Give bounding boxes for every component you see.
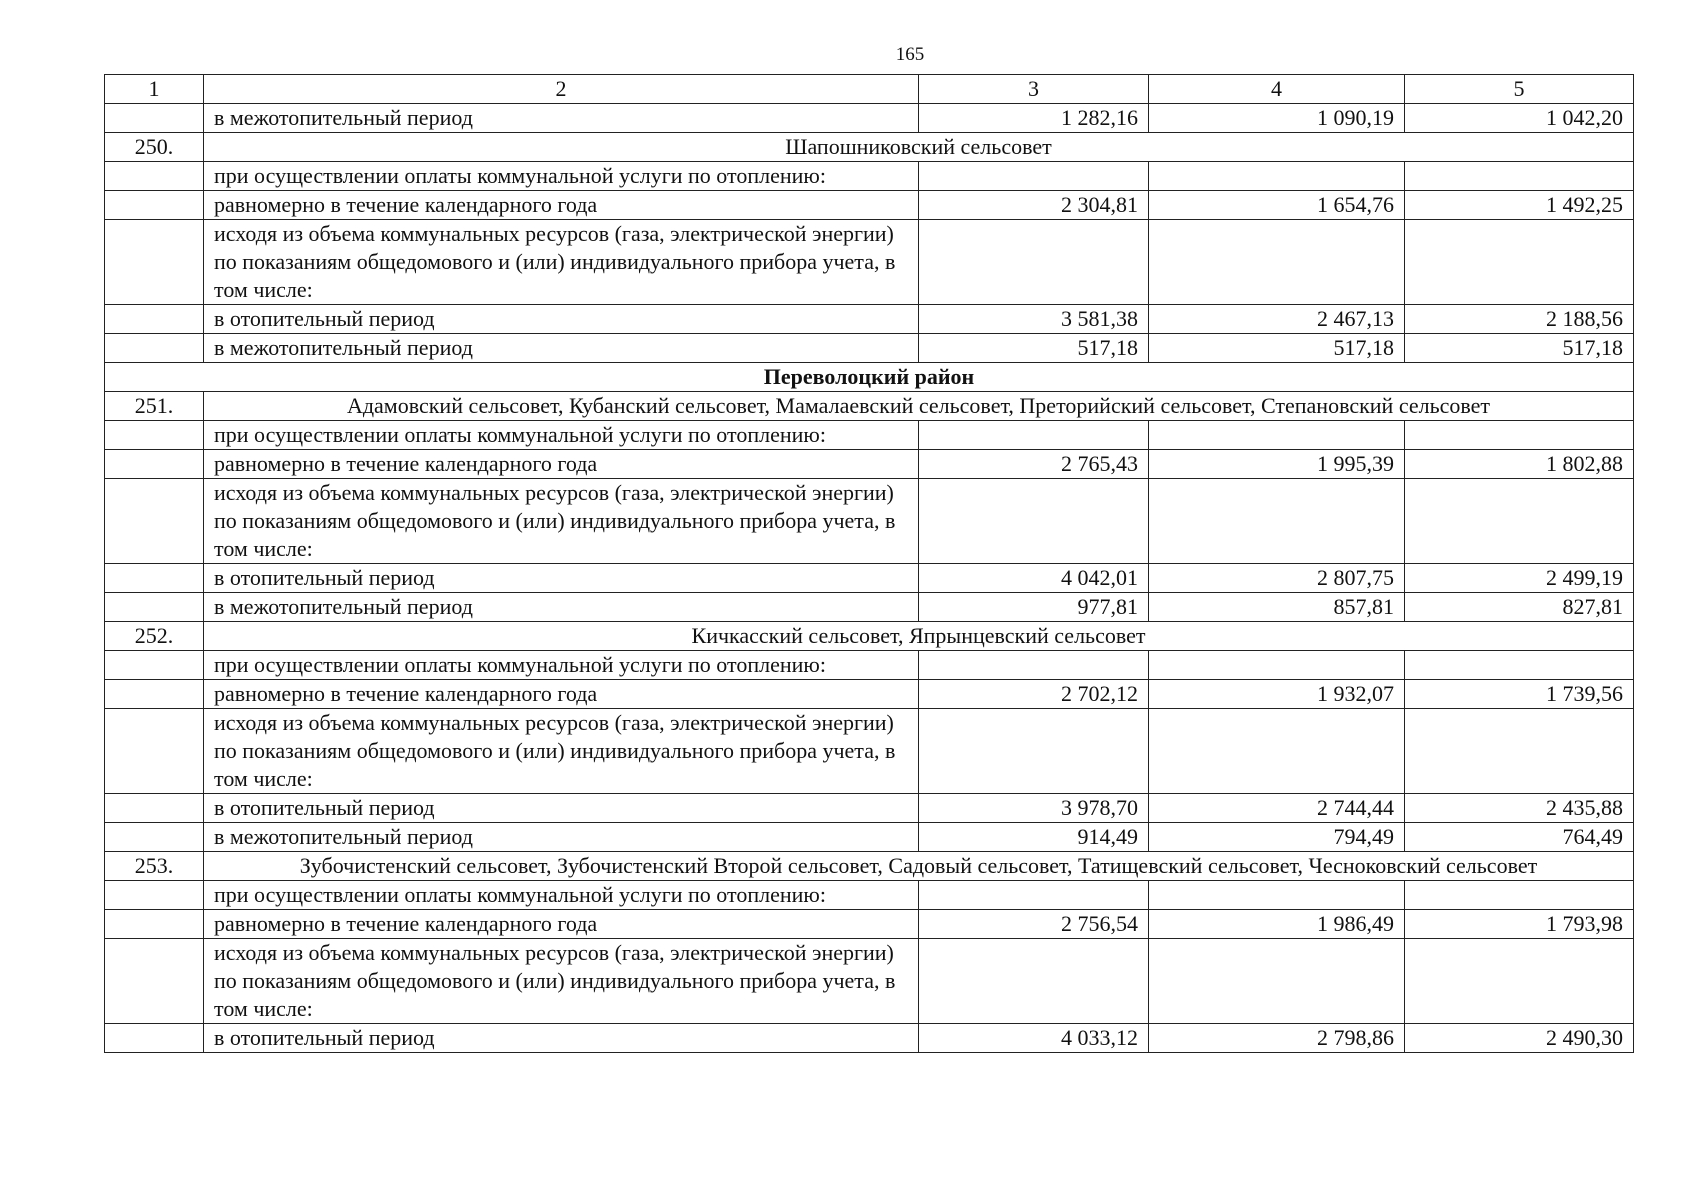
row-label: равномерно в течение календарного года bbox=[204, 910, 919, 939]
value-col-5: 2 435,88 bbox=[1405, 794, 1634, 823]
table-row bbox=[105, 305, 1634, 334]
value-col-4: 1 654,76 bbox=[1149, 191, 1405, 220]
value-col-5 bbox=[1405, 421, 1634, 450]
value-col-4 bbox=[1149, 881, 1405, 910]
row-label: в отопительный период bbox=[204, 305, 919, 334]
value-col-5 bbox=[1405, 162, 1634, 191]
settlement-title: Адамовский сельсовет, Кубанский сельсовет, Мамалаевский сельсовет, Преторийский сельсовет, Степановский сельсовет bbox=[204, 392, 1634, 421]
value-col-4 bbox=[1149, 651, 1405, 680]
row-label: исходя из объема коммунальных ресурсов (газа, электрической энергии) по показаниям общедомового и (или) индивидуального прибора учета, в том числе: bbox=[204, 939, 919, 1024]
row-label: в отопительный период bbox=[204, 794, 919, 823]
table-row bbox=[105, 680, 1634, 709]
row-index bbox=[105, 881, 204, 910]
value-col-5: 2 499,19 bbox=[1405, 564, 1634, 593]
row-index bbox=[105, 564, 204, 593]
value-col-4: 2 744,44 bbox=[1149, 794, 1405, 823]
row-index bbox=[105, 680, 204, 709]
value-col-3: 3 581,38 bbox=[919, 305, 1149, 334]
value-col-5 bbox=[1405, 939, 1634, 1024]
settlement-title: Шапошниковский сельсовет bbox=[204, 133, 1634, 162]
value-col-4: 1 932,07 bbox=[1149, 680, 1405, 709]
value-col-4 bbox=[1149, 421, 1405, 450]
region-row bbox=[105, 363, 1634, 392]
value-col-4: 2 798,86 bbox=[1149, 1024, 1405, 1053]
value-col-3: 2 765,43 bbox=[919, 450, 1149, 479]
value-col-5: 2 490,30 bbox=[1405, 1024, 1634, 1053]
row-index bbox=[105, 651, 204, 680]
value-col-3 bbox=[919, 162, 1149, 191]
value-col-3 bbox=[919, 881, 1149, 910]
row-label: в межотопительный период bbox=[204, 104, 919, 133]
row-index bbox=[105, 593, 204, 622]
value-col-3: 977,81 bbox=[919, 593, 1149, 622]
row-label: исходя из объема коммунальных ресурсов (газа, электрической энергии) по показаниям общедомового и (или) индивидуального прибора учета, в том числе: bbox=[204, 220, 919, 305]
value-col-5: 827,81 bbox=[1405, 593, 1634, 622]
value-col-4: 1 090,19 bbox=[1149, 104, 1405, 133]
row-index: 251. bbox=[105, 392, 204, 421]
value-col-5: 1 492,25 bbox=[1405, 191, 1634, 220]
row-index: 253. bbox=[105, 852, 204, 881]
value-col-3: 4 033,12 bbox=[919, 1024, 1149, 1053]
settlement-row bbox=[105, 392, 1634, 421]
row-label: в отопительный период bbox=[204, 1024, 919, 1053]
value-col-3: 4 042,01 bbox=[919, 564, 1149, 593]
row-index bbox=[105, 910, 204, 939]
value-col-3: 2 304,81 bbox=[919, 191, 1149, 220]
settlement-row bbox=[105, 133, 1634, 162]
table-row bbox=[105, 910, 1634, 939]
value-col-3: 914,49 bbox=[919, 823, 1149, 852]
value-col-5: 1 739,56 bbox=[1405, 680, 1634, 709]
table-row bbox=[105, 104, 1634, 133]
value-col-4 bbox=[1149, 479, 1405, 564]
region-title: Переволоцкий район bbox=[105, 363, 1634, 392]
tariff-table-body bbox=[105, 75, 1634, 1053]
row-index bbox=[105, 709, 204, 794]
value-col-4: 2 807,75 bbox=[1149, 564, 1405, 593]
row-index bbox=[105, 191, 204, 220]
value-col-5: 2 188,56 bbox=[1405, 305, 1634, 334]
value-col-3 bbox=[919, 421, 1149, 450]
value-col-3 bbox=[919, 709, 1149, 794]
value-col-5 bbox=[1405, 709, 1634, 794]
row-label: исходя из объема коммунальных ресурсов (газа, электрической энергии) по показаниям общедомового и (или) индивидуального прибора учета, в том числе: bbox=[204, 709, 919, 794]
table-row bbox=[105, 593, 1634, 622]
table-header-row bbox=[105, 75, 1634, 104]
row-index bbox=[105, 421, 204, 450]
row-label: равномерно в течение календарного года bbox=[204, 680, 919, 709]
table-row bbox=[105, 479, 1634, 564]
table-row bbox=[105, 1024, 1634, 1053]
row-label: при осуществлении оплаты коммунальной услуги по отоплению: bbox=[204, 651, 919, 680]
row-index bbox=[105, 1024, 204, 1053]
value-col-4 bbox=[1149, 220, 1405, 305]
row-index bbox=[105, 305, 204, 334]
row-index bbox=[105, 823, 204, 852]
value-col-4: 794,49 bbox=[1149, 823, 1405, 852]
table-row bbox=[105, 939, 1634, 1024]
row-index bbox=[105, 220, 204, 305]
value-col-5 bbox=[1405, 651, 1634, 680]
column-header: 4 bbox=[1149, 75, 1405, 104]
value-col-3 bbox=[919, 939, 1149, 1024]
row-label: равномерно в течение календарного года bbox=[204, 191, 919, 220]
row-index: 252. bbox=[105, 622, 204, 651]
value-col-4: 2 467,13 bbox=[1149, 305, 1405, 334]
settlement-row bbox=[105, 852, 1634, 881]
value-col-4: 1 986,49 bbox=[1149, 910, 1405, 939]
row-label: равномерно в течение календарного года bbox=[204, 450, 919, 479]
value-col-3: 517,18 bbox=[919, 334, 1149, 363]
row-index bbox=[105, 104, 204, 133]
row-label: исходя из объема коммунальных ресурсов (газа, электрической энергии) по показаниям общедомового и (или) индивидуального прибора учета, в том числе: bbox=[204, 479, 919, 564]
value-col-5: 1 802,88 bbox=[1405, 450, 1634, 479]
page-number: 165 bbox=[895, 44, 925, 65]
value-col-5: 1 042,20 bbox=[1405, 104, 1634, 133]
table-row bbox=[105, 564, 1634, 593]
row-index bbox=[105, 794, 204, 823]
row-index bbox=[105, 479, 204, 564]
column-header: 1 bbox=[105, 75, 204, 104]
table-row bbox=[105, 421, 1634, 450]
settlement-row bbox=[105, 622, 1634, 651]
value-col-5: 1 793,98 bbox=[1405, 910, 1634, 939]
value-col-4: 517,18 bbox=[1149, 334, 1405, 363]
table-row bbox=[105, 334, 1634, 363]
table-row bbox=[105, 651, 1634, 680]
value-col-5 bbox=[1405, 220, 1634, 305]
row-label: при осуществлении оплаты коммунальной услуги по отоплению: bbox=[204, 421, 919, 450]
row-label: при осуществлении оплаты коммунальной услуги по отоплению: bbox=[204, 162, 919, 191]
table-row bbox=[105, 191, 1634, 220]
table-row bbox=[105, 709, 1634, 794]
value-col-3: 2 702,12 bbox=[919, 680, 1149, 709]
table-row bbox=[105, 220, 1634, 305]
row-label: при осуществлении оплаты коммунальной услуги по отоплению: bbox=[204, 881, 919, 910]
value-col-4 bbox=[1149, 939, 1405, 1024]
row-index bbox=[105, 334, 204, 363]
table-row bbox=[105, 823, 1634, 852]
tariff-table bbox=[104, 74, 1634, 1053]
value-col-4: 1 995,39 bbox=[1149, 450, 1405, 479]
settlement-title: Зубочистенский сельсовет, Зубочистенский Второй сельсовет, Садовый сельсовет, Татищевский сельсовет, Чесноковский сельсовет bbox=[204, 852, 1634, 881]
value-col-3: 2 756,54 bbox=[919, 910, 1149, 939]
value-col-5: 517,18 bbox=[1405, 334, 1634, 363]
row-index bbox=[105, 939, 204, 1024]
row-index: 250. bbox=[105, 133, 204, 162]
row-label: в межотопительный период bbox=[204, 823, 919, 852]
value-col-3: 3 978,70 bbox=[919, 794, 1149, 823]
row-label: в отопительный период bbox=[204, 564, 919, 593]
row-label: в межотопительный период bbox=[204, 334, 919, 363]
table-row bbox=[105, 881, 1634, 910]
value-col-3 bbox=[919, 651, 1149, 680]
row-index bbox=[105, 162, 204, 191]
value-col-5: 764,49 bbox=[1405, 823, 1634, 852]
table-row bbox=[105, 794, 1634, 823]
value-col-4 bbox=[1149, 162, 1405, 191]
table-row bbox=[105, 450, 1634, 479]
column-header: 2 bbox=[204, 75, 919, 104]
column-header: 5 bbox=[1405, 75, 1634, 104]
value-col-3 bbox=[919, 220, 1149, 305]
value-col-5 bbox=[1405, 479, 1634, 564]
row-index bbox=[105, 450, 204, 479]
value-col-4 bbox=[1149, 709, 1405, 794]
settlement-title: Кичкасский сельсовет, Япрынцевский сельсовет bbox=[204, 622, 1634, 651]
table-row bbox=[105, 162, 1634, 191]
row-label: в межотопительный период bbox=[204, 593, 919, 622]
value-col-3: 1 282,16 bbox=[919, 104, 1149, 133]
value-col-3 bbox=[919, 479, 1149, 564]
column-header: 3 bbox=[919, 75, 1149, 104]
value-col-4: 857,81 bbox=[1149, 593, 1405, 622]
value-col-5 bbox=[1405, 881, 1634, 910]
